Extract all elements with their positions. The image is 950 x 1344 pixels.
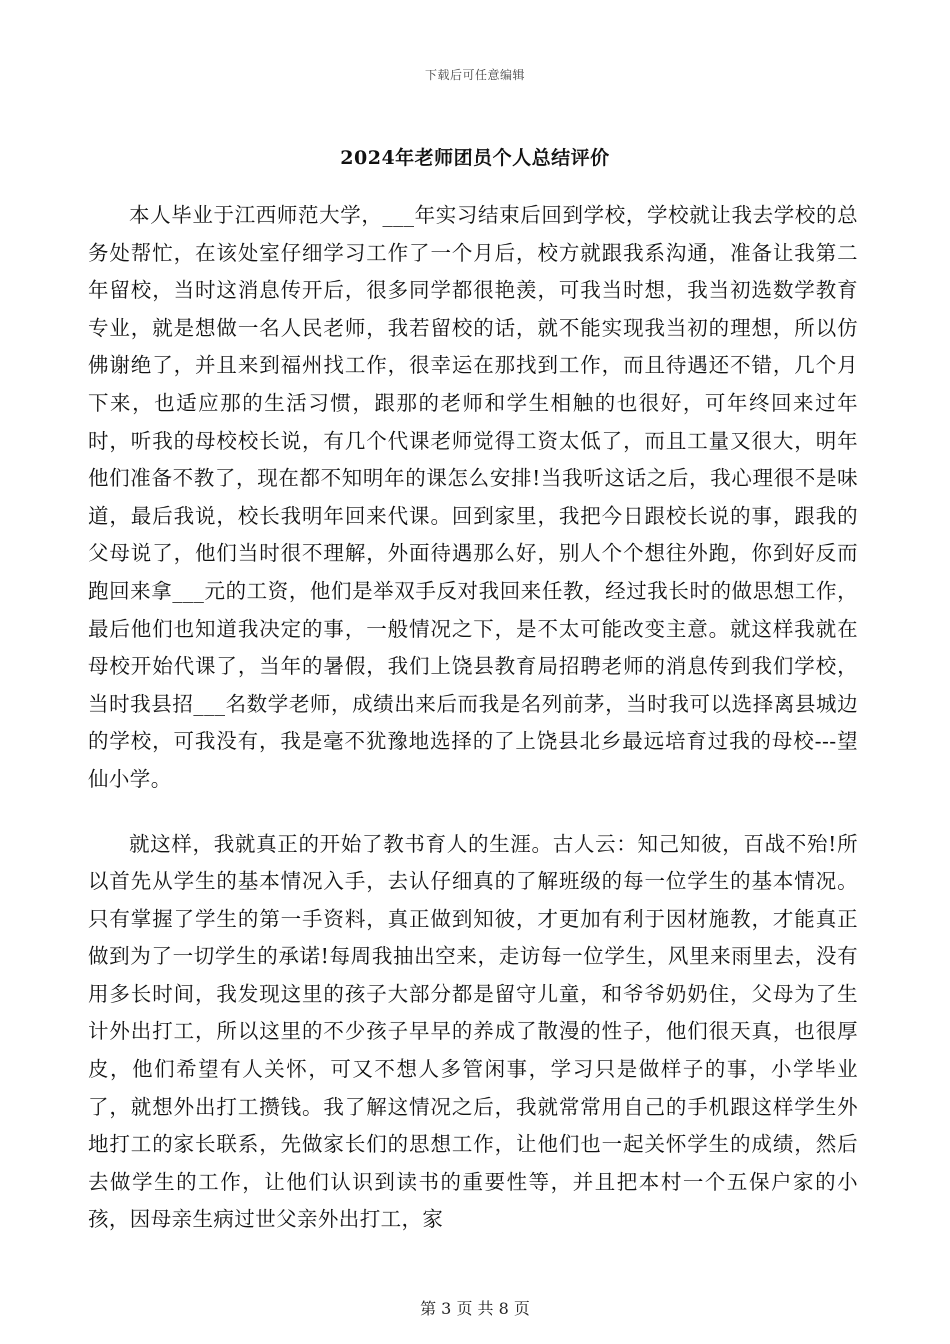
header-note: 下载后可任意编辑 <box>424 68 525 82</box>
document-body <box>88 197 858 1239</box>
document-title: 2024年老师团员个人总结评价 <box>340 147 610 169</box>
page-number: 第 3 页 共 8 页 <box>420 1299 530 1318</box>
paragraph: 本人毕业于江西师范大学，___年实习结束后回到学校，学校就让我去学校的总务处帮忙，在该处室仔细学习工作了一个月后，校方就跟我系沟通，准备让我第二年留校，当时这消息传开后，很多同学都很艳羡，可我当时想，我当初选数学教育专业，就是想做一名人民老师，我若留校的话，就不能实现我当初的理想，所以仿佛谢绝了，并且来到福州找工作，很幸运在那找到工作，而且待遇还不错，几个月下来，也适应那的生活习惯，跟那的老师和学生相触的也很好，可年终回来过年时，听我的母校校长说，有几个代课老师觉得工资太低了，而且工量又很大，明年他们准备不教了，现在都不知明年的课怎么安排!当我听这话之后，我心理很不是味道，最后我说，校长我明年回来代课。回到家里，我把今日跟校长说的事，跟我的父母说了，他们当时很不理解，外面待遇那么好，别人个个想往外跑，你到好反而跑回来拿___元的工资，他们是举双手反对我回来任教，经过我长时的做思想工作，最后他们也知道我决定的事，一般情况之下，是不太可能改变主意。就这样我就在母校开始代课了，当年的暑假，我们上饶县教育局招聘老师的消息传到我们学校，当时我县招___名数学老师，成绩出来后而我是名列前茅，当时我可以选择离县城边的学校，可我没有，我是毫不犹豫地选择的了上饶县北乡最远培育过我的母校---望仙小学。 <box>88 203 858 791</box>
paragraph: 就这样，我就真正的开始了教书育人的生涯。古人云：知己知彼，百战不殆!所以首先从学生的基本情况入手，去认仔细真的了解班级的每一位学生的基本情况。只有掌握了学生的第一手资料，真正做到知彼，才更加有利于因材施教，才能真正做到为了一切学生的承诺!每周我抽出空来，走访每一位学生，风里来雨里去，没有用多长时间，我发现这里的孩子大部分都是留守儿童，和爷爷奶奶住，父母为了生计外出打工，所以这里的不少孩子早早的养成了散漫的性子，他们很天真，也很厚皮，他们希望有人关怀，可又不想人多管闲事，学习只是做样子的事，小学毕业了，就想外出打工攒钱。我了解这情况之后，我就常常用自己的手机跟这样学生外地打工的家长联系，先做家长们的思想工作，让他们也一起关怀学生的成绩，然后去做学生的工作，让他们认识到读书的重要性等，并且把本村一个五保户家的小孩，因母亲生病过世父亲外出打工，家 <box>88 831 858 1232</box>
